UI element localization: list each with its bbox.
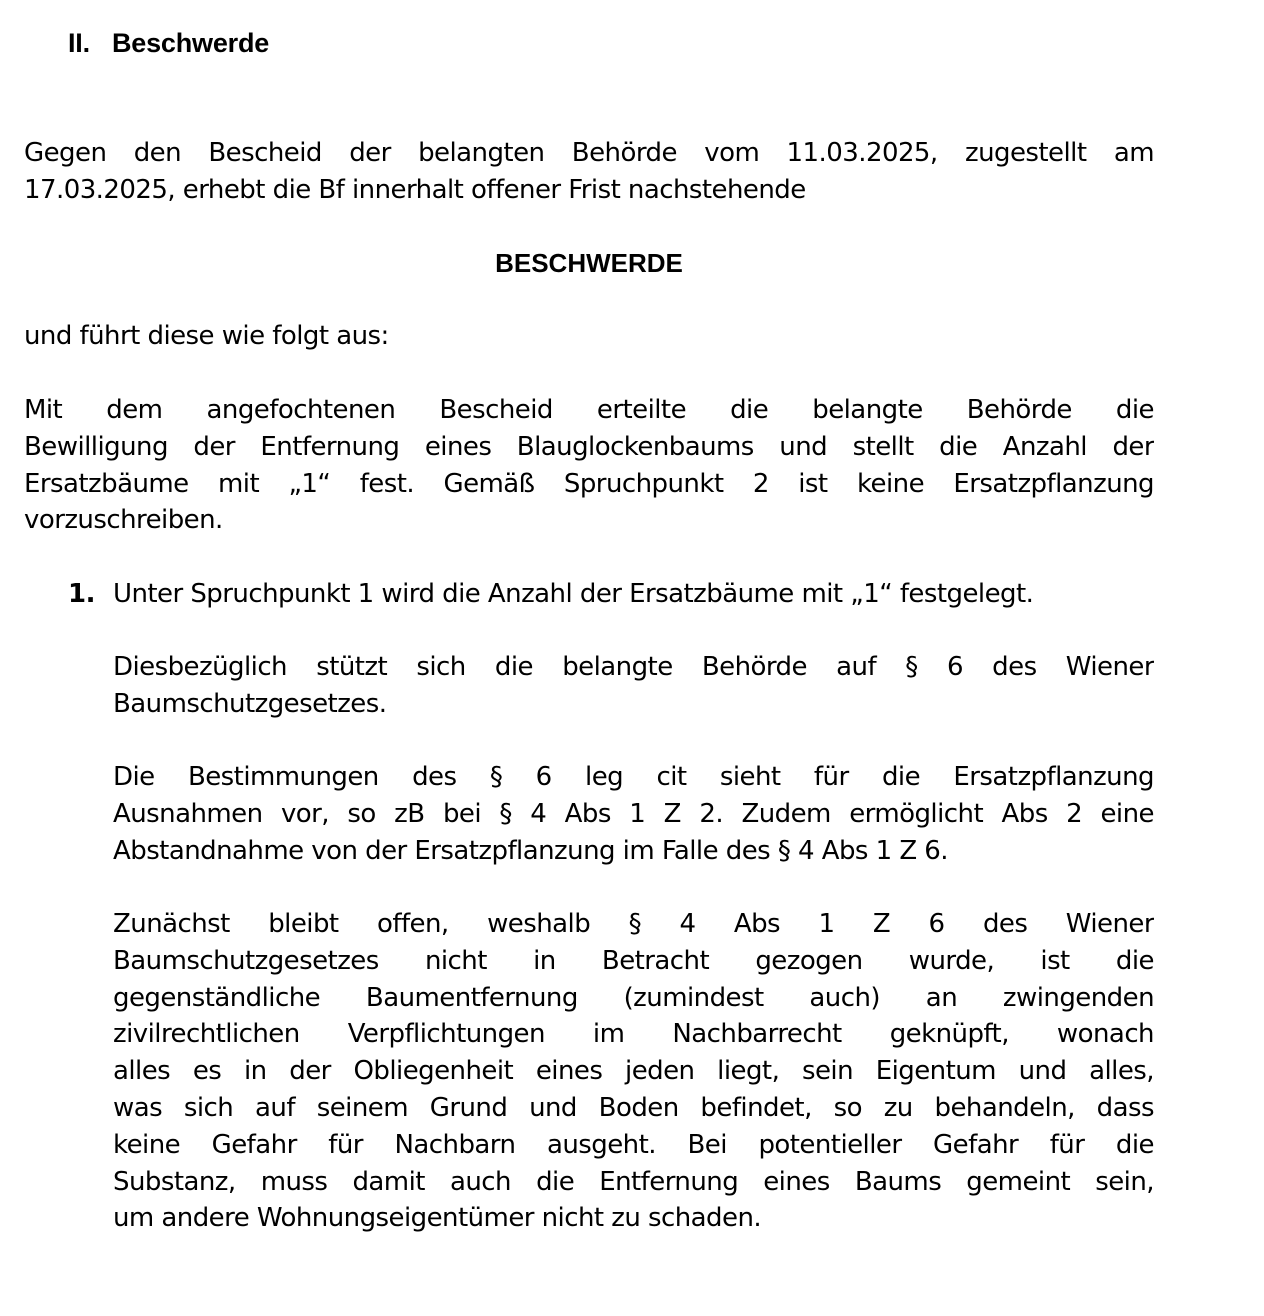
paragraph-line: Diesbezüglich stützt sich die belangte Behörde auf § 6 des Wiener — [113, 652, 1154, 682]
intro-line: Gegen den Bescheid der belangten Behörde vom 11.03.2025, zugestellt am — [24, 138, 1154, 168]
paragraph-line: Baumschutzgesetzes. — [113, 688, 387, 719]
summary-line: Ersatzbäume mit „1“ fest. Gemäß Spruchpunkt 2 ist keine Ersatzpflanzung — [24, 468, 1154, 499]
point-paragraph-argument — [113, 906, 1154, 1237]
summary-paragraph — [24, 392, 1154, 539]
list-item-heading-line: Unter Spruchpunkt 1 wird die Anzahl der Ersatzbäume mit „1“ festgelegt. — [113, 579, 1034, 609]
paragraph-line: was sich auf seinem Grund und Boden befindet, so zu behandeln, dass — [113, 1092, 1154, 1123]
transition-line: und führt diese wie folgt aus: — [24, 321, 389, 351]
paragraph-line: Die Bestimmungen des § 6 leg cit sieht für die Ersatzpflanzung — [113, 762, 1154, 792]
summary-line: Bewilligung der Entfernung eines Blauglockenbaums und stellt die Anzahl der — [24, 431, 1154, 462]
section-number: II. — [68, 28, 90, 58]
paragraph-line: Baumschutzgesetzes nicht in Betracht gezogen wurde, ist die — [113, 945, 1154, 976]
paragraph-line: Abstandnahme von der Ersatzpflanzung im Falle des § 4 Abs 1 Z 6. — [113, 835, 949, 866]
paragraph-line: Zunächst bleibt offen, weshalb § 4 Abs 1 Z 6 des Wiener — [113, 909, 1154, 939]
intro-line: 17.03.2025, erhebt die Bf innerhalt offener Frist nachstehende — [24, 174, 806, 205]
paragraph-line: Substanz, muss damit auch die Entfernung eines Baums gemeint sein, — [113, 1166, 1154, 1197]
point-paragraph-exceptions — [113, 759, 1154, 869]
paragraph-line: um andere Wohnungseigentümer nicht zu schaden. — [113, 1203, 762, 1234]
paragraph-line: zivilrechtlichen Verpflichtungen im Nachbarrecht geknüpft, wonach — [113, 1019, 1154, 1050]
section-heading — [68, 24, 269, 62]
section-title: Beschwerde — [112, 28, 270, 58]
summary-line: vorzuschreiben. — [24, 505, 223, 536]
transition-paragraph — [24, 318, 1154, 355]
list-item-heading — [113, 576, 1154, 613]
paragraph-line: keine Gefahr für Nachbarn ausgeht. Bei potentieller Gefahr für die — [113, 1129, 1154, 1160]
paragraph-line: alles es in der Obliegenheit eines jeden liegt, sein Eigentum und alles, — [113, 1056, 1154, 1087]
intro-paragraph — [24, 135, 1154, 209]
list-item-number: 1. — [68, 579, 95, 609]
paragraph-line: gegenständliche Baumentfernung (zumindest auch) an zwingenden — [113, 982, 1154, 1013]
paragraph-line: Ausnahmen vor, so zB bei § 4 Abs 1 Z 2. Zudem ermöglicht Abs 2 eine — [113, 798, 1154, 829]
point-paragraph-basis — [113, 649, 1154, 723]
summary-line: Mit dem angefochtenen Bescheid erteilte die belangte Behörde die — [24, 395, 1154, 425]
complaint-title: BESCHWERDE — [495, 248, 683, 278]
